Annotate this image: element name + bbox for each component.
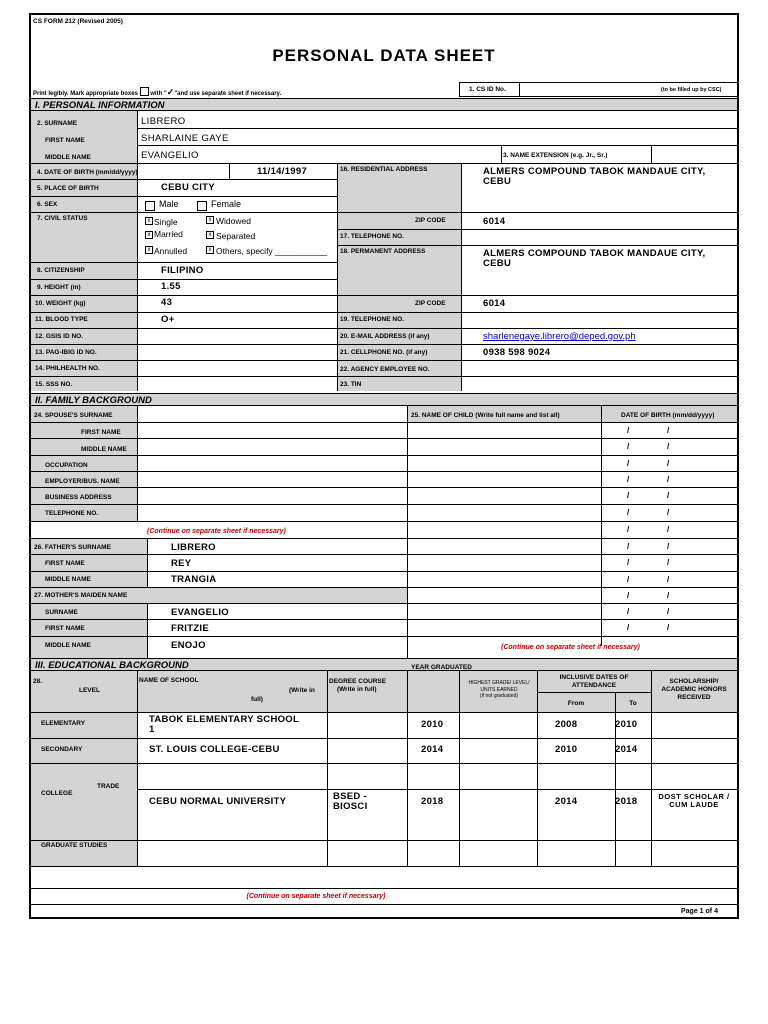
occupation-label: OCCUPATION: [45, 462, 88, 469]
continue-note-children: (Continue on separate sheet if necessary): [501, 644, 640, 651]
dob-label: 4. DATE OF BIRTH (mm/dd/yyyy): [37, 169, 138, 176]
checkmark-icon: ✓: [166, 87, 175, 97]
middle-name-field[interactable]: EVANGELIO: [141, 150, 199, 161]
weight-field[interactable]: 43: [161, 297, 173, 308]
continue-note-education: (Continue on separate sheet if necessary): [246, 893, 386, 900]
cellphone-field[interactable]: 0938 598 9024: [483, 347, 551, 358]
child-dob-slash: /: [627, 491, 630, 500]
child-dob-slash: /: [667, 442, 670, 451]
page-title: PERSONAL DATA SHEET: [272, 46, 496, 65]
page-number: Page 1 of 4: [681, 908, 718, 915]
child-dob-slash: /: [627, 459, 630, 468]
level-secondary: SECONDARY: [41, 746, 83, 753]
degree-header: DEGREE COURSE: [329, 678, 387, 685]
spouse-surname-label: 24. SPOUSE'S SURNAME: [34, 412, 113, 419]
sex-male-label: Male: [159, 199, 179, 209]
blood-type-label: 11. BLOOD TYPE: [35, 316, 88, 323]
continue-note-spouse: (Continue on separate sheet if necessary): [147, 528, 286, 535]
middle-name-label: MIDDLE NAME: [45, 154, 91, 161]
pob-label: 5. PLACE OF BIRTH: [37, 185, 99, 192]
spouse-first-name-label: FIRST NAME: [81, 429, 121, 436]
mother-maiden-label: 27. MOTHER'S MAIDEN NAME: [34, 592, 128, 599]
employer-label: EMPLOYER/BUS. NAME: [45, 478, 120, 485]
civil-others-label: Others, specify ___________: [216, 246, 328, 256]
civil-widowed-label: Widowed: [216, 216, 251, 226]
child-dob-slash: /: [667, 491, 670, 500]
children-dob-label: DATE OF BIRTH (mm/dd/yyyy): [621, 412, 715, 419]
child-dob-slash: /: [667, 525, 670, 534]
child-dob-slash: /: [667, 575, 670, 584]
civil-annulled-checkbox[interactable]: x: [145, 246, 153, 254]
civil-others-checkbox[interactable]: x: [206, 246, 214, 254]
pob-field[interactable]: CEBU CITY: [161, 182, 215, 193]
section-title: I. PERSONAL INFORMATION: [35, 100, 165, 111]
checkbox-sample-icon: [140, 87, 149, 96]
children-label: 25. NAME OF CHILD (Write full name and list all): [411, 412, 560, 419]
weight-label: 10. WEIGHT (kg): [35, 300, 86, 307]
residential-address-label: 16. RESIDENTIAL ADDRESS: [340, 166, 428, 173]
elementary-from[interactable]: 2008: [555, 719, 578, 730]
blood-type-field[interactable]: O+: [161, 314, 175, 325]
child-dob-slash: /: [667, 459, 670, 468]
email-label: 20. E-MAIL ADDRESS (if any): [340, 333, 430, 340]
spouse-middle-name-label: MIDDLE NAME: [81, 446, 127, 453]
telephone-label-family: TELEPHONE NO.: [45, 510, 99, 517]
residential-zip-field[interactable]: 6014: [483, 216, 506, 227]
secondary-from[interactable]: 2010: [555, 744, 578, 755]
level-graduate-studies: GRADUATE STUDIES: [41, 842, 108, 849]
dates-header-2: ATTENDANCE: [571, 682, 617, 689]
instruction-text-c: "and use separate sheet if necessary.: [174, 91, 282, 97]
personal-label-column-right: [337, 163, 461, 391]
highest-grade-header-1: HIGHEST GRADE/ LEVEL/: [468, 680, 530, 686]
height-field[interactable]: 1.55: [161, 281, 181, 292]
instructions: [33, 87, 281, 97]
first-name-field[interactable]: SHARLAINE GAYE: [141, 133, 229, 144]
child-dob-slash: /: [667, 607, 670, 616]
college-to[interactable]: 2018: [615, 796, 638, 807]
mother-surname-label: SURNAME: [45, 609, 78, 616]
section-personal-information: [31, 98, 737, 111]
child-dob-slash: /: [627, 508, 630, 517]
sss-label: 15. SSS NO.: [35, 381, 73, 388]
mother-middle-name-label: MIDDLE NAME: [45, 642, 91, 649]
education-item-number: 28.: [33, 678, 43, 685]
child-dob-slash: /: [627, 525, 630, 534]
permanent-address-line1[interactable]: ALMERS COMPOUND TABOK MANDAUE CITY,: [483, 248, 706, 259]
section-educational-background: [31, 658, 737, 671]
honors-header-2: ACADEMIC HONORS: [661, 686, 727, 693]
degree-hint: (Write in full): [337, 686, 377, 693]
father-first-name-label: FIRST NAME: [45, 560, 85, 567]
name-extension-field[interactable]: [653, 146, 735, 162]
mother-first-name-field[interactable]: FRITZIE: [171, 623, 209, 634]
telephone-label-2: 19. TELEPHONE NO.: [340, 316, 404, 323]
instruction-text-a: Print legibly. Mark appropriate boxes: [33, 91, 138, 97]
college-degree-line2[interactable]: BIOSCI: [333, 801, 368, 812]
child-dob-slash: /: [667, 558, 670, 567]
level-elementary: ELEMENTARY: [41, 720, 86, 727]
telephone-field[interactable]: [463, 230, 735, 244]
pagibig-field[interactable]: [139, 345, 335, 359]
mother-surname-field[interactable]: EVANGELIO: [171, 607, 229, 618]
father-middle-name-label: MIDDLE NAME: [45, 576, 91, 583]
father-first-name-field[interactable]: REY: [171, 558, 192, 569]
highest-grade-header-2: UNITS EARNED: [480, 687, 518, 693]
level-trade: TRADE: [97, 783, 120, 790]
civil-married-label: Married: [154, 229, 183, 239]
civil-single-label: Single: [154, 217, 178, 227]
telephone-field-2[interactable]: [463, 313, 735, 327]
school-header: NAME OF SCHOOL: [139, 677, 199, 684]
philhealth-label: 14. PHILHEALTH NO.: [35, 365, 100, 372]
mother-first-name-label: FIRST NAME: [45, 625, 85, 632]
surname-label: 2. SURNAME: [37, 120, 78, 127]
secondary-year[interactable]: 2014: [421, 744, 444, 755]
citizenship-label: 8. CITIZENSHIP: [37, 267, 85, 274]
college-honors-line2[interactable]: CUM LAUDE: [669, 800, 719, 809]
to-header: To: [629, 700, 637, 707]
civil-separated-label: Separated: [216, 231, 256, 241]
father-surname-label: 26. FATHER'S SURNAME: [34, 544, 111, 551]
permanent-address-label: 18. PERMANENT ADDRESS: [340, 248, 426, 255]
residential-address-line2[interactable]: CEBU: [483, 176, 512, 187]
elementary-to[interactable]: 2010: [615, 719, 638, 730]
sex-female-checkbox[interactable]: [197, 201, 207, 211]
civil-status-label: 7. CIVIL STATUS: [37, 215, 88, 222]
elementary-year[interactable]: 2010: [421, 719, 444, 730]
form-code: CS FORM 212 (Revised 2005): [33, 18, 123, 25]
first-name-label: FIRST NAME: [45, 137, 85, 144]
cs-id-note: (to be filled up by CSC): [661, 87, 722, 93]
child-dob-slash: /: [627, 607, 630, 616]
child-dob-slash: /: [667, 623, 670, 632]
gsis-field[interactable]: [139, 329, 335, 343]
section-title: II. FAMILY BACKGROUND: [35, 395, 152, 406]
college-from[interactable]: 2014: [555, 796, 578, 807]
mother-middle-name-field[interactable]: ENOJO: [171, 640, 206, 651]
zip-code-label-2: ZIP CODE: [415, 300, 446, 307]
surname-field[interactable]: LIBRERO: [141, 116, 186, 127]
level-college: COLLEGE: [41, 790, 73, 797]
permanent-zip-field[interactable]: 6014: [483, 298, 506, 309]
child-dob-slash: /: [667, 542, 670, 551]
sex-label: 6. SEX: [37, 201, 58, 208]
cs-id-field[interactable]: [521, 83, 651, 96]
email-field[interactable]: sharlenegaye.librero@deped.gov.ph: [483, 331, 636, 342]
telephone-label: 17. TELEPHONE NO.: [340, 233, 404, 240]
civil-single-checkbox[interactable]: x: [145, 217, 153, 225]
dob-field[interactable]: 11/14/1997: [257, 166, 308, 177]
honors-header-3: RECEIVED: [677, 694, 711, 701]
dates-header-1: INCLUSIVE DATES OF: [559, 674, 629, 681]
civil-married-checkbox[interactable]: x: [145, 231, 153, 239]
secondary-to[interactable]: 2014: [615, 744, 638, 755]
name-extension-label: 3. NAME EXTENSION (e.g. Jr., Sr.): [503, 152, 608, 159]
child-dob-slash: /: [627, 475, 630, 484]
permanent-address-line2[interactable]: CEBU: [483, 258, 512, 269]
from-header: From: [567, 700, 585, 707]
child-dob-slash: /: [627, 623, 630, 632]
agency-employee-field[interactable]: [463, 361, 735, 375]
sex-male-checkbox[interactable]: [145, 201, 155, 211]
instruction-text-b: with ": [150, 91, 167, 97]
philhealth-field[interactable]: [139, 361, 335, 375]
agency-employee-label: 22. AGENCY EMPLOYEE NO.: [340, 366, 430, 373]
child-dob-slash: /: [627, 426, 630, 435]
school-write-hint: (Write in: [289, 687, 315, 694]
sex-female-label: Female: [211, 199, 242, 209]
college-year[interactable]: 2018: [421, 796, 444, 807]
secondary-school[interactable]: ST. LOUIS COLLEGE-CEBU: [149, 744, 280, 755]
child-dob-slash: /: [667, 475, 670, 484]
pagibig-label: 13. PAG-IBIG ID NO.: [35, 349, 97, 356]
level-header: LEVEL: [79, 687, 100, 694]
tin-label: 23. TIN: [340, 381, 362, 388]
civil-widowed-checkbox[interactable]: x: [206, 216, 214, 224]
college-honors-line1[interactable]: DOST SCHOLAR /: [658, 792, 730, 801]
elementary-school-line1[interactable]: TABOK ELEMENTARY SCHOOL: [149, 714, 300, 725]
zip-code-label: ZIP CODE: [415, 217, 446, 224]
child-dob-slash: /: [627, 591, 630, 600]
elementary-school-line2[interactable]: 1: [149, 724, 155, 735]
tin-field[interactable]: [463, 377, 735, 391]
residential-address-line1[interactable]: ALMERS COMPOUND TABOK MANDAUE CITY,: [483, 166, 706, 177]
citizenship-field[interactable]: FILIPINO: [161, 265, 204, 276]
civil-separated-checkbox[interactable]: x: [206, 231, 214, 239]
child-dob-slash: /: [667, 508, 670, 517]
highest-grade-header-3: (if not graduated): [479, 693, 519, 699]
child-dob-slash: /: [627, 442, 630, 451]
college-school[interactable]: CEBU NORMAL UNIVERSITY: [149, 796, 287, 807]
sss-field[interactable]: [139, 377, 335, 391]
gsis-label: 12. GSIS ID NO.: [35, 333, 84, 340]
child-dob-slash: /: [667, 426, 670, 435]
section-family-background: [31, 393, 737, 406]
father-middle-name-field[interactable]: TRANGIA: [171, 574, 217, 585]
personal-data-sheet-form: [29, 13, 739, 919]
child-dob-slash: /: [667, 591, 670, 600]
child-dob-slash: /: [627, 575, 630, 584]
height-label: 9. HEIGHT (m): [37, 284, 81, 291]
cs-id-label: 1. CS ID No.: [469, 86, 506, 93]
cellphone-label: 21. CELLPHONE NO. (if any): [340, 349, 428, 356]
year-graduated-header: YEAR GRADUATED: [411, 664, 472, 671]
business-address-label: BUSINESS ADDRESS: [45, 494, 112, 501]
college-degree-line1[interactable]: BSED -: [333, 791, 367, 802]
honors-header-1: SCHOLARSHIP/: [669, 678, 719, 685]
father-surname-field[interactable]: LIBRERO: [171, 542, 216, 553]
school-full-hint: full): [251, 696, 263, 703]
child-dob-slash: /: [627, 542, 630, 551]
civil-annulled-label: Annulled: [154, 246, 188, 256]
section-title: III. EDUCATIONAL BACKGROUND: [35, 660, 189, 671]
child-dob-slash: /: [627, 558, 630, 567]
